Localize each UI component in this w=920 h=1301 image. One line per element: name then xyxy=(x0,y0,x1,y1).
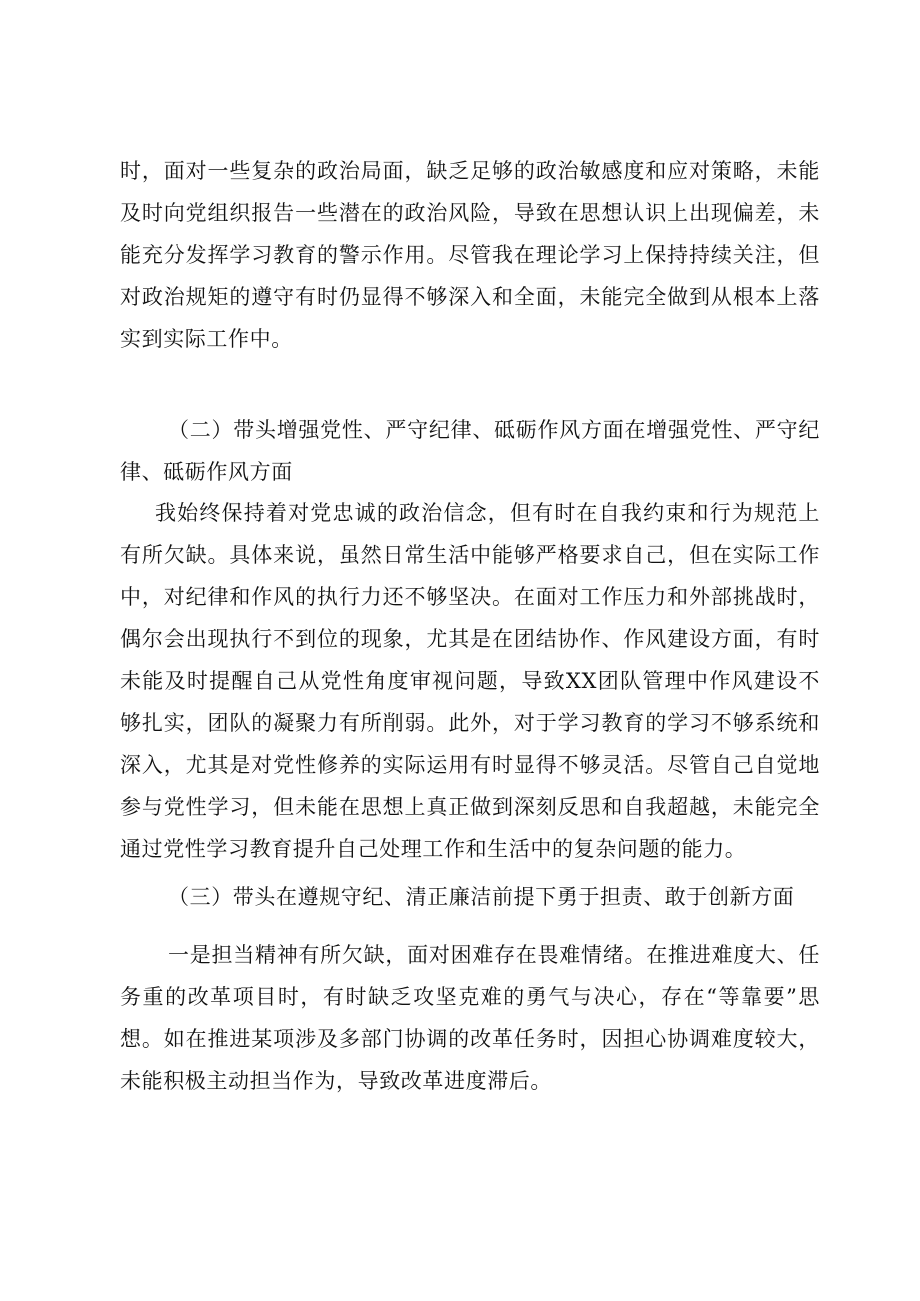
section-heading-2: （二）带头增强党性、严守纪律、砥砺作风方面在增强党性、严守纪律、砥砺作风方面 xyxy=(120,418,820,484)
body-paragraph-section-2: 我始终保持着对党忠诚的政治信念，但有时在自我约束和行为规范上有所欠缺。具体来说，虽然日常生活中能够严格要求自己，但在实际工作中，对纪律和作风的执行力还不够坚决。在面对工作压力和外部挑战时，偶尔会出现执行不到位的现象，尤其是在团结协作、作风建设方面，有时未能及时提醒自己从党性角度审视问题，导致XX团队管理中作风建设不够扎实，团队的凝聚力有所削弱。此外，对于学习教育的学习不够系统和深入，尤其是对党性修养的实际运用有时显得不够灵活。尽管自己自觉地参与党性学习，但未能在思想上真正做到深刻反思和自我超越，未能完全通过党性学习教育提升自己处理工作和生活中的复杂问题的能力。 xyxy=(120,501,820,861)
section-heading-3: （三）带头在遵规守纪、清正廉洁前提下勇于担责、敢于创新方面 xyxy=(168,885,795,909)
body-paragraph-section-3: 一是担当精神有所欠缺，面对困难存在畏难情绪。在推进难度大、任务重的改革项目时，有时缺乏攻坚克难的勇气与决心，存在“等靠要”思想。如在推进某项涉及多部门协调的改革任务时，因担心协调难度较大，未能积极主动担当作为，导致改革进度滞后。 xyxy=(120,943,820,1093)
body-paragraph-continued: 时，面对一些复杂的政治局面，缺乏足够的政治敏感度和应对策略，未能及时向党组织报告一些潜在的政治风险，导致在思想认识上出现偏差，未能充分发挥学习教育的警示作用。尽管我在理论学习上保持持续关注，但对政治规矩的遵守有时仍显得不够深入和全面，未能完全做到从根本上落实到实际工作中。 xyxy=(120,159,820,351)
